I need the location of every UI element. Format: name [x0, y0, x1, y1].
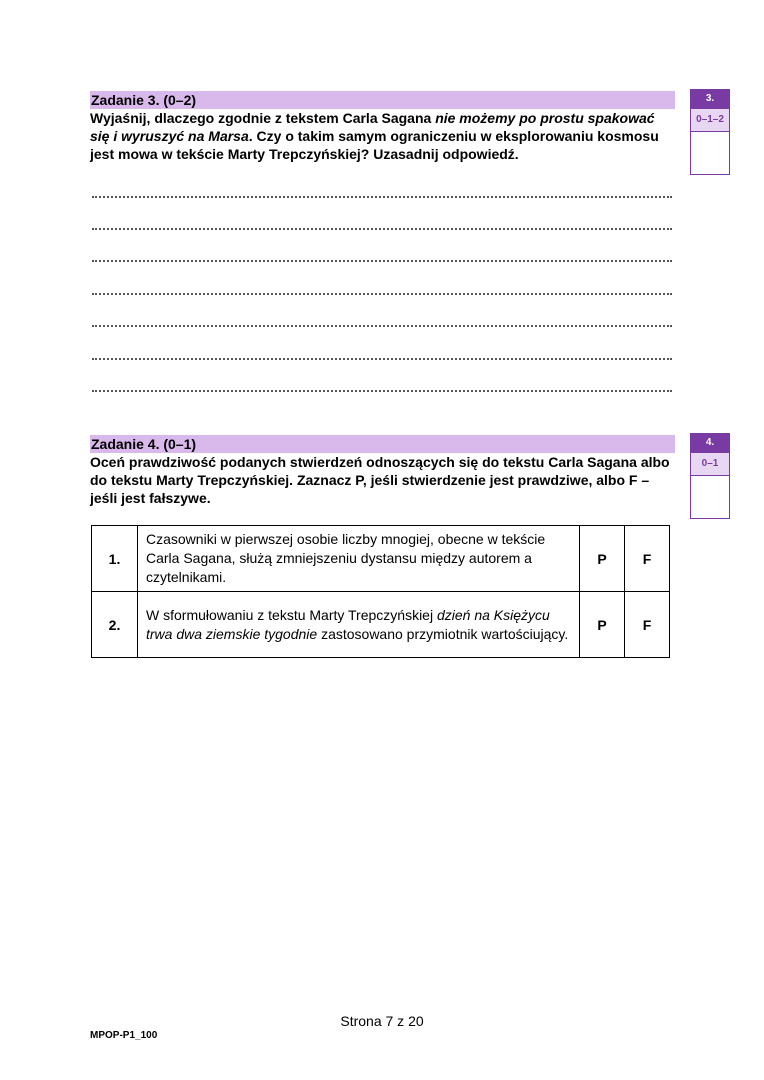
option-p[interactable]: P	[580, 526, 625, 592]
option-p[interactable]: P	[580, 592, 625, 658]
task-3-score-box	[690, 89, 730, 175]
statement-text-start: W sformułowaniu z tekstu Marty Trepczyńskiej	[146, 606, 437, 623]
task-4-score-number: 4.	[691, 434, 729, 452]
answer-line[interactable]	[92, 194, 672, 198]
task-3-score-number: 3.	[691, 90, 729, 108]
exam-code: MPOP-P1_100	[90, 1030, 158, 1041]
answer-line[interactable]	[92, 226, 672, 230]
task-4-header: Zadanie 4. (0–1)	[90, 435, 675, 453]
statement-quote: dzień na Księżycu trwa dwa ziemskie tygodnie	[146, 606, 550, 642]
answer-line[interactable]	[92, 291, 672, 295]
task-4-prompt: Oceń prawdziwość podanych stwierdzeń odnoszących się do tekstu Carla Sagana albo do tekstu Marty Trepczyńskiej. Zaznacz P, jeśli stwierdzenie jest prawdziwe, albo F – jeśli jest fałszywe.	[90, 454, 670, 506]
statement-number: 2.	[92, 592, 138, 658]
answer-line[interactable]	[92, 258, 672, 262]
answer-line[interactable]	[92, 356, 672, 360]
option-f[interactable]: F	[625, 592, 670, 658]
true-false-table	[91, 525, 670, 658]
statement-text-end: zastosowano przymiotnik wartościujący.	[317, 625, 569, 642]
task-3-prompt-text: Wyjaśnij, dlaczego zgodnie z tekstem Carla Sagana	[90, 110, 436, 126]
statement-text	[138, 592, 580, 658]
task-4-score-range: 0–1	[691, 452, 729, 476]
answer-line[interactable]	[92, 388, 672, 392]
task-3-header: Zadanie 3. (0–2)	[90, 91, 675, 109]
task-3-score-range: 0–1–2	[691, 108, 729, 132]
page-number: Strona 7 z 20	[340, 1013, 424, 1029]
task-3-score-field[interactable]	[691, 132, 729, 172]
task-3-prompt-quote: nie możemy po prostu spakować się i wyruszyć na Marsa	[90, 110, 655, 144]
table-row	[92, 526, 670, 592]
task-3-prompt-text-end: . Czy o takim samym ograniczeniu w eksplorowaniu kosmosu jest mowa w tekście Marty Trepczyńskiej? Uzasadnij odpowiedź.	[90, 128, 659, 162]
task-3-prompt	[90, 109, 674, 163]
task-4-score-field[interactable]	[691, 476, 729, 516]
answer-line[interactable]	[92, 323, 672, 327]
statement-number: 1.	[92, 526, 138, 592]
table-row	[92, 592, 670, 658]
statement-text: Czasowniki w pierwszej osobie liczby mnogiej, obecne w tekście Carla Sagana, służą zmniejszeniu dystansu między autorem a czytelnikami.	[138, 526, 580, 592]
option-f[interactable]: F	[625, 526, 670, 592]
task-4-score-box	[690, 433, 730, 519]
